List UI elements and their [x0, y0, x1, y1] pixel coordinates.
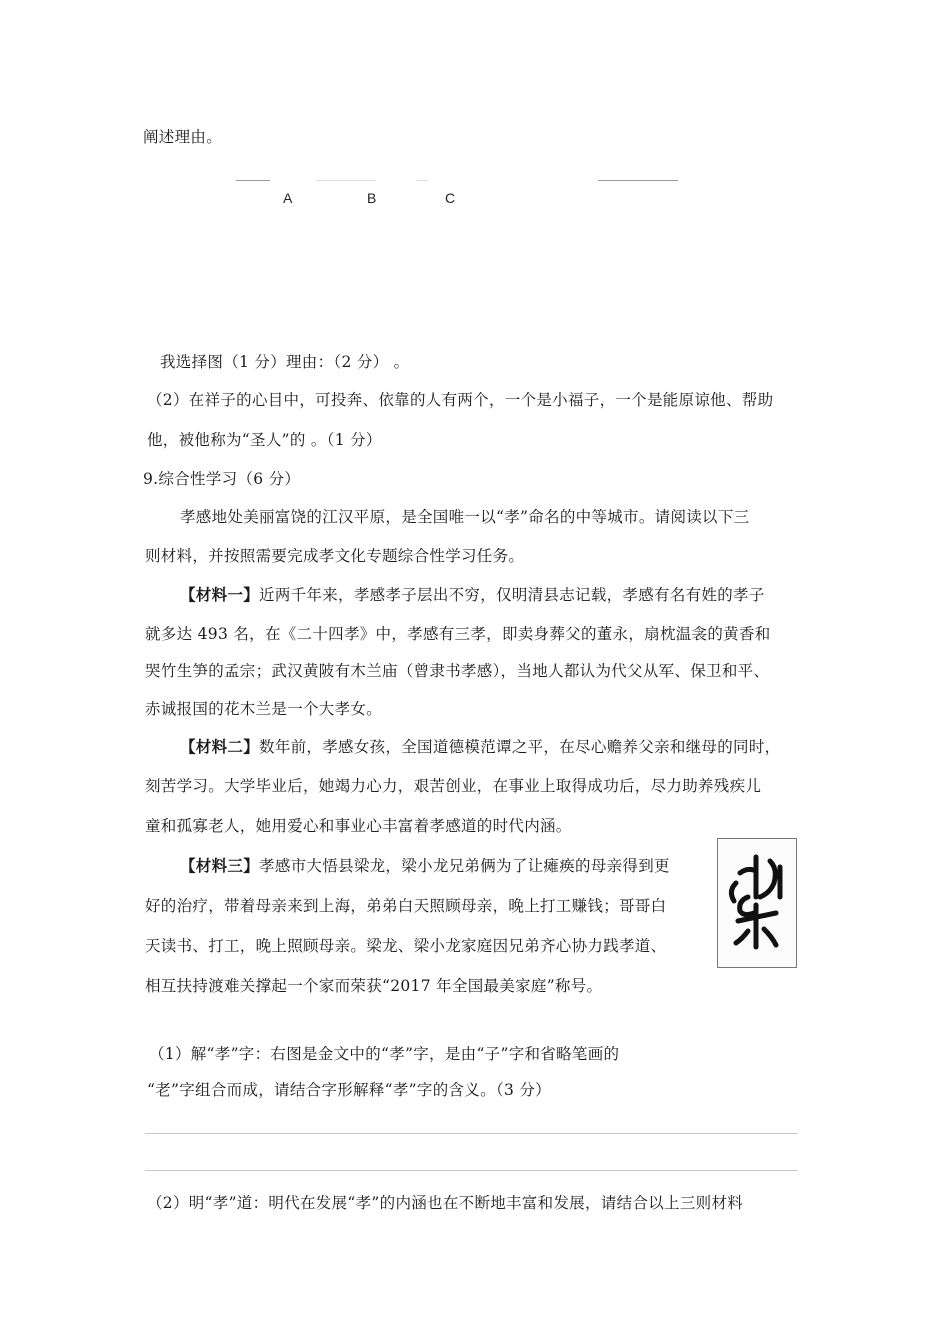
figure-label-a: A	[283, 190, 293, 206]
choice-line: 我选择图（1 分）理由：（2 分） 。	[160, 353, 410, 371]
xiao-bronze-script-image	[717, 838, 797, 968]
material-1-line-3: 哭竹生笋的孟宗；武汉黄陂有木兰庙（曾隶书孝感），当地人都认为代父从军、保卫和平、	[145, 662, 770, 680]
section-9-heading: 9.综合性学习（6 分）	[143, 470, 301, 488]
answer-line-1[interactable]	[145, 1133, 798, 1134]
figure-placeholder-c	[416, 180, 428, 181]
material-3-line-1	[180, 856, 670, 876]
intro-line-2: 则材料，并按照需要完成孝文化专题综合性学习任务。	[145, 547, 525, 565]
material-3-line-4: 相互扶持渡难关撑起一个家而荣获“2017 年全国最美家庭”称号。	[145, 977, 603, 995]
material-2-tag: 【材料二】	[180, 737, 260, 756]
answer-line-2[interactable]	[145, 1170, 798, 1171]
xiao-glyph-icon	[718, 839, 795, 966]
material-2-text-1: 数年前，孝感女孩，全国道德模范谭之平，在尽心赡养父亲和继母的同时，	[259, 738, 781, 756]
q2-ming-line: （2）明“孝”道：明代在发展“孝”的内涵也在不断地丰富和发展，请结合以上三则材料	[147, 1194, 744, 1212]
material-1-line-4: 赤诚报国的花木兰是一个大孝女。	[145, 700, 383, 718]
material-3-line-3: 天读书、打工，晚上照顾母亲。梁龙、梁小龙家庭因兄弟齐心协力践孝道、	[145, 937, 667, 955]
figure-placeholder-d	[598, 180, 678, 181]
figure-label-b: B	[367, 190, 377, 206]
material-1-tag: 【材料一】	[180, 585, 260, 604]
q2-line-1: （2）在祥子的心目中，可投奔、依靠的人有两个，一个是小福子，一个是能原谅他、帮助	[147, 391, 774, 409]
material-1-line-1	[180, 585, 765, 605]
q2-line-2: 他，被他称为“圣人”的 。（1 分）	[147, 431, 382, 449]
intro-line-1: 孝感地处美丽富饶的江汉平原，是全国唯一以“孝”命名的中等城市。请阅读以下三	[180, 508, 750, 526]
material-2-line-1	[180, 737, 780, 757]
material-1-text-1: 近两千年来，孝感孝子层出不穷，仅明清县志记载，孝感有名有姓的孝子	[259, 586, 765, 604]
q1-line-1: （1）解“孝”字：右图是金文中的“孝”字，是由“子”字和省略笔画的	[149, 1045, 620, 1063]
material-2-line-3: 童和孤寡老人，她用爱心和事业心丰富着孝感道的时代内涵。	[145, 817, 572, 835]
material-3-line-2: 好的治疗，带着母亲来到上海，弟弟白天照顾母亲，晚上打工赚钱；哥哥白	[145, 897, 667, 915]
q1-line-2: “老”字组合而成，请结合字形解释“孝”字的含义。（3 分）	[147, 1081, 551, 1099]
material-3-text-1: 孝感市大悟县梁龙，梁小龙兄弟俩为了让瘫痪的母亲得到更	[259, 857, 670, 875]
material-2-line-2: 刻苦学习。大学毕业后，她竭力心力，艰苦创业，在事业上取得成功后，尽力助养残疾儿	[145, 777, 762, 795]
figure-label-c: C	[445, 190, 456, 206]
material-3-tag: 【材料三】	[180, 856, 260, 875]
material-1-line-2: 就多达 493 名，在《二十四孝》中，孝感有三孝，即卖身葬父的董永，扇枕温衾的黄香和	[145, 625, 771, 643]
figure-placeholder-b	[316, 180, 376, 181]
reason-text: 阐述理由。	[143, 128, 223, 146]
figure-placeholder-a	[236, 180, 270, 181]
